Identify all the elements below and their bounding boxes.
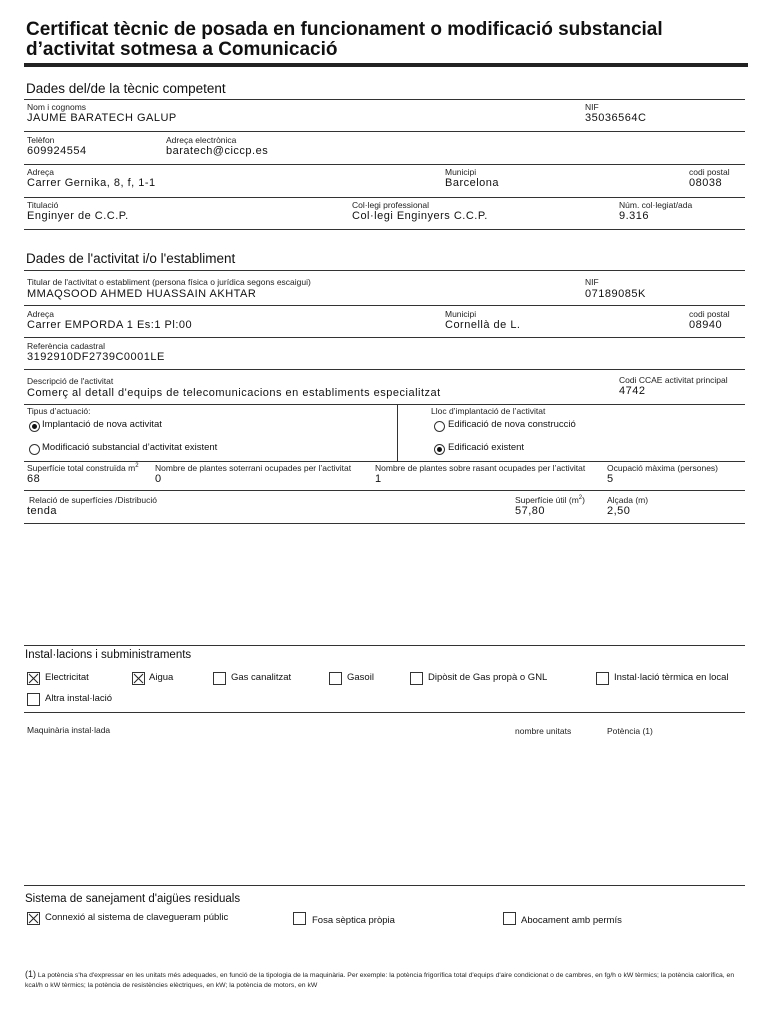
ref-cadastral-label: Referència cadastral (27, 341, 105, 351)
radio-implantacio[interactable] (29, 421, 40, 432)
checkbox-abocament[interactable] (503, 912, 516, 925)
divider (24, 229, 745, 230)
checkbox-clavegueram-label: Connexió al sistema de clavegueram públic (45, 912, 229, 923)
activitat-adreca-field[interactable]: Carrer EMPORDA 1 Es:1 Pl:00 (27, 319, 193, 331)
checkbox-electricitat[interactable] (27, 672, 40, 685)
divider (24, 404, 745, 405)
plantes-rasant-label: Nombre de plantes sobre rasant ocupades per l’activitat (375, 463, 586, 473)
divider (24, 197, 745, 198)
activitat-cp-label: codi postal (689, 309, 730, 319)
titulacio-field[interactable]: Enginyer de C.C.P. (27, 210, 129, 222)
radio-modificacio-label: Modificació substancial d’activitat existent (42, 442, 218, 453)
section-heading-sanejament: Sistema de sanejament d'aigües residuals (25, 893, 241, 905)
plantes-rasant-field[interactable]: 1 (375, 473, 382, 485)
divider (24, 461, 745, 462)
superficie-util-field[interactable]: 57,80 (515, 505, 546, 517)
superficie-field[interactable]: 68 (27, 473, 41, 485)
radio-edificacio-existent[interactable] (434, 444, 445, 455)
telefon-field[interactable]: 609924554 (27, 145, 87, 157)
checkbox-fosa-septica-label: Fosa sèptica pròpia (312, 915, 395, 926)
checkbox-gasoil-label: Gasoil (347, 672, 374, 683)
divider (24, 523, 745, 524)
adreca-label: Adreça (27, 167, 54, 177)
radio-nova-construccio[interactable] (434, 421, 445, 432)
ocupacio-field[interactable]: 5 (607, 473, 614, 485)
activitat-municipi-label: Municipi (445, 309, 477, 319)
radio-implantacio-label: Implantació de nova activitat (42, 419, 162, 430)
divider (24, 337, 745, 338)
checkbox-aigua[interactable] (132, 672, 145, 685)
unitats-label: nombre unitats (515, 726, 572, 736)
num-colegiat-label: Núm. col·legiat/ada (619, 200, 693, 210)
checkbox-diposit-gas[interactable] (410, 672, 423, 685)
title-rule (24, 63, 748, 67)
activitat-nif-label: NIF (585, 277, 599, 287)
divider (24, 885, 745, 886)
divider (24, 99, 745, 100)
footnote: (1) La potència s'ha d'expressar en les unitats més adequades, en funció de la tipologia de la maquinària. Per exemple: la potència frigorífica total d'equips d'aire condicionat o de cambres, en fg/h o kW tèrmics; la potència calorífica, en kcal/h o kW tèrmics; la potència de resistències elèctriques, en kW; la potència de motors, en kW (25, 969, 735, 989)
activitat-cp-field[interactable]: 08940 (689, 319, 723, 331)
checkbox-altra-installacio[interactable] (27, 693, 40, 706)
municipi-label: Municipi (445, 167, 477, 177)
divider (24, 369, 745, 370)
radio-nova-construccio-label: Edificació de nova construcció (448, 419, 576, 430)
divider (24, 712, 745, 713)
alcada-field[interactable]: 2,50 (607, 505, 631, 517)
adreca-field[interactable]: Carrer Gernika, 8, f, 1-1 (27, 177, 156, 189)
nom-field[interactable]: JAUME BARATECH GALUP (27, 112, 177, 124)
alcada-label: Alçada (m) (607, 495, 649, 505)
activitat-adreca-label: Adreça (27, 309, 54, 319)
telefon-label: Telèfon (27, 135, 55, 145)
checkbox-diposit-gas-label: Dipòsit de Gas propà o GNL (428, 672, 548, 683)
ccae-field[interactable]: 4742 (619, 385, 646, 397)
nif-field[interactable]: 35036564C (585, 112, 647, 124)
divider (24, 270, 745, 271)
divider (24, 490, 745, 491)
section-heading-activitat: Dades de l'activitat i/o l'establiment (26, 251, 236, 266)
lloc-implantacio-label: Lloc d’implantació de l’activitat (431, 406, 546, 416)
relacio-label: Relació de superfícies /Distribució (29, 495, 158, 505)
titulacio-label: Titulació (27, 200, 59, 210)
column-divider (397, 404, 398, 461)
municipi-field[interactable]: Barcelona (445, 177, 500, 189)
collegi-label: Col·legi professional (352, 200, 430, 210)
plantes-soterrani-label: Nombre de plantes soterrani ocupades per l’activitat (155, 463, 352, 473)
codi-postal-field[interactable]: 08038 (689, 177, 723, 189)
tipus-actuacio-label: Tipus d’actuació: (27, 406, 91, 416)
email-label: Adreça electrònica (166, 135, 237, 145)
maquinaria-label: Maquinària instal·lada (27, 725, 111, 735)
potencia-label: Potència (1) (607, 726, 653, 736)
divider (24, 131, 745, 132)
divider (24, 645, 745, 646)
divider (24, 305, 745, 306)
checkbox-aigua-label: Aigua (149, 672, 174, 683)
title-line-2: d’activitat sotmesa a Comunicació (26, 39, 338, 60)
document-title (26, 20, 663, 60)
descripcio-label: Descripció de l'activitat (27, 376, 114, 386)
num-colegiat-field[interactable]: 9.316 (619, 210, 650, 222)
checkbox-gas-canalitzat[interactable] (213, 672, 226, 685)
ccae-label: Codi CCAE activitat principal (619, 375, 728, 385)
title-line-1: Certificat tècnic de posada en funcionament o modificació substancial (26, 19, 663, 40)
checkbox-altra-installacio-label: Altra instal·lació (45, 693, 113, 704)
checkbox-gas-canalitzat-label: Gas canalitzat (231, 672, 292, 683)
descripcio-field[interactable]: Comerç al detall d'equips de telecomunicacions en establiments especialitzat (27, 387, 441, 399)
ref-cadastral-field[interactable]: 3192910DF2739C0001LE (27, 351, 165, 363)
checkbox-installacio-termica[interactable] (596, 672, 609, 685)
section-heading-tecnic: Dades del/de la tècnic competent (26, 81, 226, 96)
activitat-nif-field[interactable]: 07189085K (585, 288, 646, 300)
titular-field[interactable]: MMAQSOOD AHMED HUASSAIN AKHTAR (27, 288, 257, 300)
radio-edificacio-existent-label: Edificació existent (448, 442, 525, 453)
divider (24, 164, 745, 165)
checkbox-electricitat-label: Electricitat (45, 672, 89, 683)
email-field[interactable]: baratech@ciccp.es (166, 145, 269, 157)
checkbox-installacio-termica-label: Instal·lació tèrmica en local (614, 672, 729, 683)
superficie-label: Superfície total construïda $m^2$ (27, 463, 139, 473)
plantes-soterrani-field[interactable]: 0 (155, 473, 162, 485)
checkbox-gasoil[interactable] (329, 672, 342, 685)
superficie-util-label: Superfície útil $(m^2)$ (515, 495, 585, 505)
nom-label: Nom i cognoms (27, 102, 87, 112)
codi-postal-label: codi postal (689, 167, 730, 177)
titular-label: Titular de l'activitat o establiment (persona física o jurídica segons escaigui) (27, 277, 311, 287)
checkbox-clavegueram[interactable] (27, 912, 40, 925)
radio-modificacio[interactable] (29, 444, 40, 455)
checkbox-abocament-label: Abocament amb permís (521, 915, 622, 926)
collegi-field[interactable]: Col·legi Enginyers C.C.P. (352, 210, 488, 222)
activitat-municipi-field[interactable]: Cornellà de L. (445, 319, 521, 331)
relacio-field[interactable]: tenda (27, 505, 58, 517)
checkbox-fosa-septica[interactable] (293, 912, 306, 925)
section-heading-installacions: Instal·lacions i subministraments (25, 649, 192, 661)
ocupacio-label: Ocupació màxima (persones) (607, 463, 719, 473)
nif-label: NIF (585, 102, 599, 112)
